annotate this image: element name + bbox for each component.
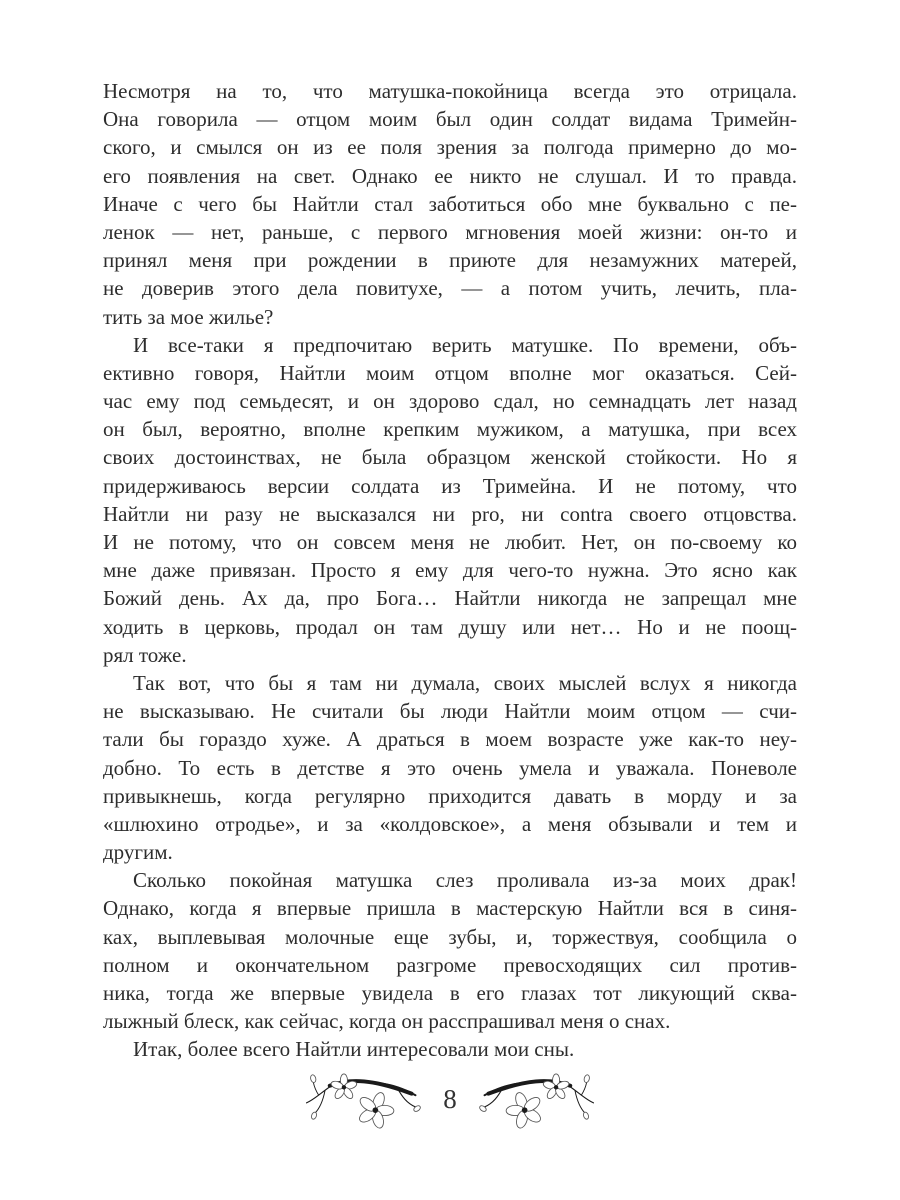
text-line: Однако, когда я впервые пришла в мастерскую Найтли вся в синя- — [103, 896, 797, 921]
text-block — [103, 77, 797, 1064]
paragraph — [103, 669, 797, 866]
text-line: И все-таки я предпочитаю верить матушке. По времени, объ- — [133, 332, 797, 357]
text-line: ходить в церковь, продал он там душу или нет… Но и не поощ- — [103, 614, 797, 639]
floral-ornament-right-icon — [479, 1062, 597, 1141]
text-line: не доверив этого дела повитухе, — а потом учить, лечить, пла- — [103, 276, 797, 301]
text-line: ника, тогда же впервые увидела в его глазах тот ликующий сква- — [103, 981, 797, 1005]
text-line: Так вот, что бы я там ни думала, своих мыслей вслух я никогда — [133, 670, 797, 695]
text-line: добно. То есть в детстве я это очень умела и уважала. Поневоле — [103, 755, 797, 780]
paragraph — [103, 77, 797, 331]
paragraph — [103, 866, 797, 1035]
text-line: час ему под семьдесят, и он здорово сдал, но семнадцать лет назад — [103, 389, 797, 414]
text-line: полном и окончательном разгроме превосходящих сил против- — [103, 952, 797, 977]
text-line: его появления на свет. Однако ее никто не слушал. И то правда. — [103, 163, 797, 188]
page-footer — [103, 1056, 797, 1146]
text-line: рял тоже. — [103, 642, 187, 667]
text-line: Иначе с чего бы Найтли стал заботиться обо мне буквально с пе- — [103, 191, 797, 216]
text-line: Божий день. Ах да, про Бога… Найтли никогда не запрещал мне — [103, 586, 797, 611]
paragraph — [103, 331, 797, 669]
text-line: Найтли ни разу не высказался ни pro, ни contra своего отцовства. — [103, 501, 797, 526]
text-line: ективно говоря, Найтли моим отцом вполне мог оказаться. Сей- — [103, 360, 797, 385]
text-line: придерживаюсь версии солдата из Тримейна. И не потому, что — [103, 473, 797, 498]
page-number: 8 — [443, 1083, 457, 1114]
text-line: И не потому, что он совсем меня не любит. Нет, он по-своему ко — [103, 530, 797, 554]
floral-ornament-left-icon — [303, 1062, 421, 1141]
text-line: другим. — [103, 840, 173, 865]
text-line: ского, и смылся он из ее поля зрения за полгода примерно до мо- — [103, 135, 797, 160]
text-line: Она говорила — отцом моим был один солдат видама Тримейн- — [103, 107, 797, 132]
text-line: Несмотря на то, что матушка-покойница всегда это отрицала. — [103, 79, 797, 103]
text-line: ках, выплевывая молочные еще зубы, и, торжествуя, сообщила о — [103, 924, 797, 949]
text-line: мне даже привязан. Просто я ему для чего-то нужна. Это ясно как — [103, 558, 797, 583]
text-line: Итак, более всего Найтли интересовали мои сны. — [133, 1037, 575, 1062]
text-line: лыжный блеск, как сейчас, когда он расспрашивал меня о снах. — [103, 1009, 671, 1034]
text-line: своих достоинствах, не была образцом женской стойкости. Но я — [103, 445, 797, 470]
text-line: ленок — нет, раньше, с первого мгновения моей жизни: он-то и — [103, 219, 797, 244]
text-line: он был, вероятно, вполне крепким мужиком, а матушка, при всех — [103, 417, 797, 442]
text-line: Сколько покойная матушка слез проливала из-за моих драк! — [133, 868, 797, 893]
text-line: тить за мое жилье? — [103, 304, 274, 329]
text-line: тали бы гораздо хуже. А драться в моем возрасте уже как-то неу- — [103, 727, 797, 752]
text-line: привыкнешь, когда регулярно приходится давать в морду и за — [103, 783, 797, 808]
text-line: «шлюхино отродье», и за «колдовское», а меня обзывали и тем и — [103, 811, 797, 836]
text-line: не высказываю. Не считали бы люди Найтли моим отцом — счи- — [103, 699, 797, 724]
text-line: принял меня при рождении в приюте для незамужних матерей, — [103, 248, 797, 273]
